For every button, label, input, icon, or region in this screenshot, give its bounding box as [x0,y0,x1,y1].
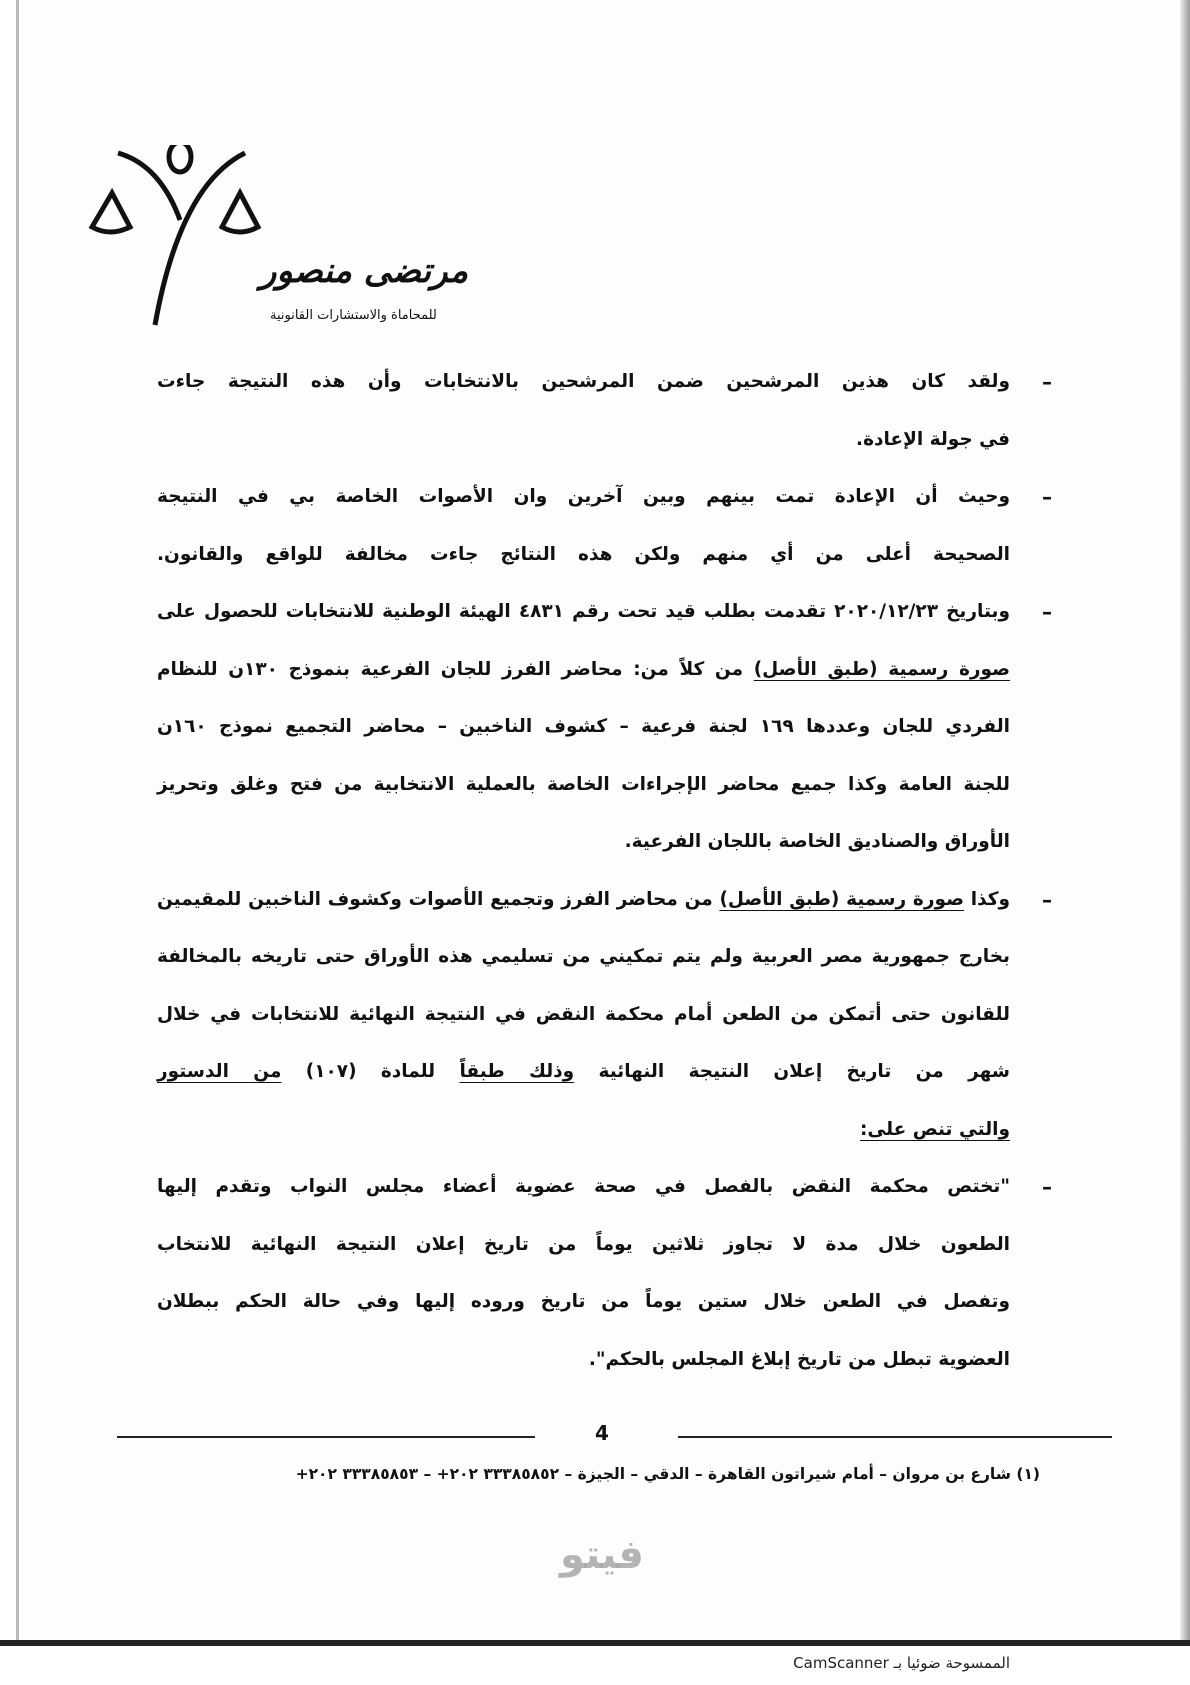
text-segment: من محاضر الفرز وتجميع الأصوات وكشوف الناخبين للمقيمين [157,888,720,910]
footer-address: (١) شارع بن مروان – أمام شيراتون القاهرة – الدقي – الجيزة – ٣٣٣٨٥٨٥٢ ٢٠٢+ – ٣٣٣٨٥٨٥٣ ٢٠٢+ [295,1465,1040,1483]
watermark: فيتو [560,1532,644,1578]
text-segment: ولقد كان هذين المرشحين ضمن المرشحين بالانتخابات وأن هذه النتيجة جاءت [157,371,1010,392]
text-line [157,765,1010,823]
text-line [157,535,1010,593]
paragraph [157,880,1052,1168]
underlined-text: وذلك طبقاً [459,1061,575,1082]
paragraph [157,477,1052,592]
text-line [157,880,1010,938]
bullet-dash: – [1042,370,1052,394]
underlined-text: صورة رسمية (طبق الأصل) [719,888,964,910]
bullet-dash: – [1042,600,1052,624]
text-segment: بخارج جمهورية مصر العربية ولم يتم تمكيني من تسليمي هذه الأوراق حتى تاريخه بالمخالفة [157,946,1010,967]
text-segment: وتفصل في الطعن خلال ستين يوماً من تاريخ وروده إليها وفي حالة الحكم ببطلان [157,1291,1010,1312]
underlined-text: والتي تنص على: [860,1118,1010,1140]
text-line [157,362,1010,420]
text-line [157,707,1010,765]
text-line [157,1225,1010,1283]
text-segment: في جولة الإعادة. [856,428,1010,450]
text-line [157,1110,1010,1168]
firm-logo [80,145,469,345]
footer-rule-left [117,1436,535,1438]
text-segment: وبتاريخ ٢٠٢٠/١٢/٢٣ تقدمت بطلب قيد تحت رقم ٤٨٣١ الهيئة الوطنية للانتخابات للحصول على [157,601,1010,622]
text-segment: للقانون حتى أتمكن من الطعن أمام محكمة النقض في النتيجة النهائية للانتخابات في خلال [157,1003,1010,1025]
bullet-dash: – [1042,1175,1052,1199]
text-segment: الفردي للجان وعددها ١٦٩ لجنة فرعية – كشوف الناخبين – محاضر التجميع نموذج ١٦٠ن [157,716,1010,737]
page-edge [1180,0,1190,1643]
text-segment: من كلاً من: محاضر الفرز للجان الفرعية بنموذج ١٣٠ن للنظام [157,658,754,680]
text-line [157,937,1010,995]
bullet-dash: – [1042,887,1052,912]
logo-subtitle: للمحاماة والاستشارات القانونية [270,308,437,323]
scan-border [0,1640,1190,1646]
text-segment: الصحيحة أعلى من أي منهم ولكن هذه النتائج جاءت مخالفة للواقع والقانون. [157,543,1010,565]
text-segment: العضوية تبطل من تاريخ إبلاغ المجلس بالحكم". [588,1348,1010,1370]
text-line [157,650,1010,708]
logo-name: مرتضى منصور [260,251,469,291]
text-line [157,1282,1010,1340]
document-body [157,362,1052,1397]
text-line [157,477,1010,535]
scanner-label: الممسوحة ضوئيا بـ CamScanner [793,1654,1010,1672]
footer-rule-right [678,1436,1112,1438]
text-segment: وكذا [963,888,1010,910]
text-line [157,1340,1010,1398]
bullet-dash: – [1042,485,1052,509]
text-line [157,995,1010,1053]
text-line [157,1167,1010,1225]
text-segment: للجنة العامة وكذا جميع محاضر الإجراءات الخاصة بالعملية الانتخابية من فتح وغلق وتحريز [157,773,1010,795]
paragraph [157,362,1052,477]
underlined-text: صورة رسمية (طبق الأصل) [753,658,1010,680]
paragraph [157,1167,1052,1397]
text-segment: وحيث أن الإعادة تمت بينهم وبين آخرين وان الأصوات الخاصة بي في النتيجة [157,486,1010,507]
text-line [157,1052,1010,1110]
text-segment: الطعون خلال مدة لا تجاوز ثلاثين يوماً من تاريخ إعلان النتيجة النهائية للانتخاب [157,1233,1010,1255]
page-number: 4 [595,1421,609,1445]
text-line [157,420,1010,478]
underlined-text: من الدستور [157,1061,282,1082]
text-line [157,592,1010,650]
text-segment: الأوراق والصناديق الخاصة باللجان الفرعية. [624,831,1010,852]
text-line [157,822,1010,880]
text-segment: "تختص محكمة النقض بالفصل في صحة عضوية أعضاء مجلس النواب وتقدم إليها [157,1176,1010,1197]
text-segment: شهر من تاريخ إعلان النتيجة النهائية [574,1061,1010,1082]
text-segment: للمادة (١٠٧) [281,1061,460,1082]
paragraph [157,592,1052,880]
